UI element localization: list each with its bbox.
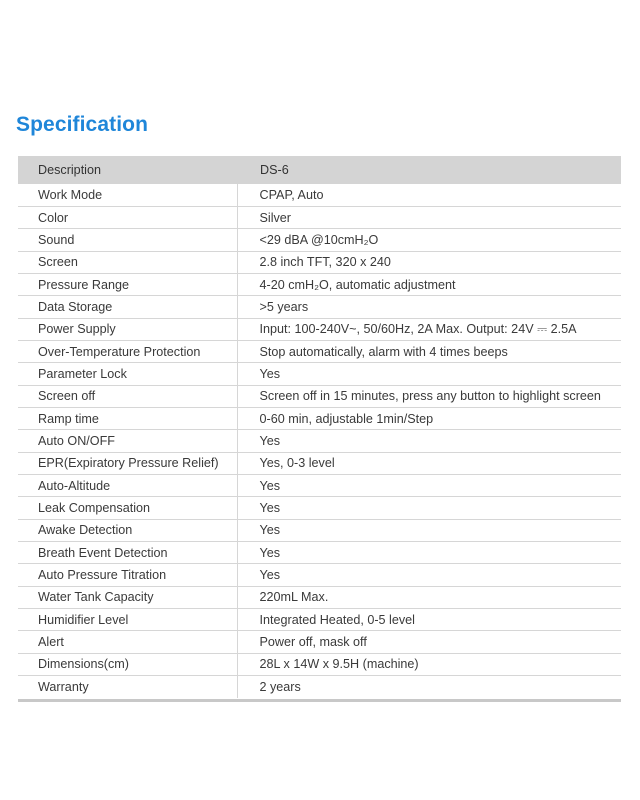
spec-value: 220mL Max. (237, 586, 621, 608)
spec-label: Parameter Lock (18, 363, 237, 385)
spec-value: Yes (237, 430, 621, 452)
spec-value: Integrated Heated, 0-5 level (237, 609, 621, 631)
table-row (18, 474, 621, 496)
table-row (18, 564, 621, 586)
table-row (18, 229, 621, 251)
spec-label: Breath Event Detection (18, 542, 237, 564)
table-body (18, 184, 621, 698)
table-row (18, 251, 621, 273)
table-row (18, 676, 621, 698)
table-row (18, 273, 621, 295)
table-row (18, 452, 621, 474)
spec-value: Yes (237, 564, 621, 586)
table-row (18, 430, 621, 452)
spec-label: Color (18, 206, 237, 228)
header-description: Description (38, 163, 101, 177)
spec-label: Power Supply (18, 318, 237, 340)
table-header-row (18, 156, 621, 184)
spec-label: Ramp time (18, 407, 237, 429)
table-row (18, 631, 621, 653)
page-title: Specification (16, 113, 148, 136)
table-row (18, 653, 621, 675)
spec-value: Screen off in 15 minutes, press any button to highlight screen (237, 385, 621, 407)
spec-label: Water Tank Capacity (18, 586, 237, 608)
spec-label: Auto ON/OFF (18, 430, 237, 452)
table-row (18, 586, 621, 608)
spec-label: Screen (18, 251, 237, 273)
table-row (18, 609, 621, 631)
spec-label: Pressure Range (18, 273, 237, 295)
spec-value: Yes (237, 542, 621, 564)
specification-table (18, 156, 621, 698)
spec-label: Data Storage (18, 296, 237, 318)
spec-value: 2 years (237, 676, 621, 698)
table-row (18, 407, 621, 429)
header-model: DS-6 (260, 163, 289, 177)
spec-label: Humidifier Level (18, 609, 237, 631)
table-row (18, 385, 621, 407)
spec-value: Yes, 0-3 level (237, 452, 621, 474)
spec-value: Power off, mask off (237, 631, 621, 653)
spec-value: Yes (237, 363, 621, 385)
spec-value: Silver (237, 206, 621, 228)
spec-label: Work Mode (18, 184, 237, 206)
spec-label: Screen off (18, 385, 237, 407)
spec-value: Input: 100-240V~, 50/60Hz, 2A Max. Output: 24V ⎓ 2.5A (237, 318, 621, 340)
spec-value: Stop automatically, alarm with 4 times beeps (237, 340, 621, 362)
table-row (18, 363, 621, 385)
table-row (18, 519, 621, 541)
spec-value: 28L x 14W x 9.5H (machine) (237, 653, 621, 675)
spec-label: Dimensions(cm) (18, 653, 237, 675)
spec-label: Warranty (38, 679, 89, 694)
spec-value: Yes (237, 519, 621, 541)
table-row (18, 206, 621, 228)
table-row (18, 296, 621, 318)
spec-value: CPAP, Auto (237, 184, 621, 206)
spec-value: <29 dBA @10cmH₂O (237, 229, 621, 251)
spec-value: Yes (237, 497, 621, 519)
spec-label: Alert (18, 631, 237, 653)
spec-label: Sound (18, 229, 237, 251)
table-bottom-rule (18, 699, 621, 702)
spec-label: EPR(Expiratory Pressure Relief) (18, 452, 237, 474)
spec-label: Awake Detection (18, 519, 237, 541)
spec-value: >5 years (237, 296, 621, 318)
spec-value: 2.8 inch TFT, 320 x 240 (237, 251, 621, 273)
spec-label: Leak Compensation (18, 497, 237, 519)
table-row (18, 542, 621, 564)
spec-label: Auto Pressure Titration (18, 564, 237, 586)
spec-value: 0-60 min, adjustable 1min/Step (237, 407, 621, 429)
spec-value: Yes (237, 474, 621, 496)
table-row (18, 184, 621, 206)
spec-label: Over-Temperature Protection (18, 340, 237, 362)
table-row (18, 318, 621, 340)
table-row (18, 497, 621, 519)
spec-label: Auto-Altitude (18, 474, 237, 496)
spec-value: 4-20 cmH₂O, automatic adjustment (237, 273, 621, 295)
table-row (18, 340, 621, 362)
